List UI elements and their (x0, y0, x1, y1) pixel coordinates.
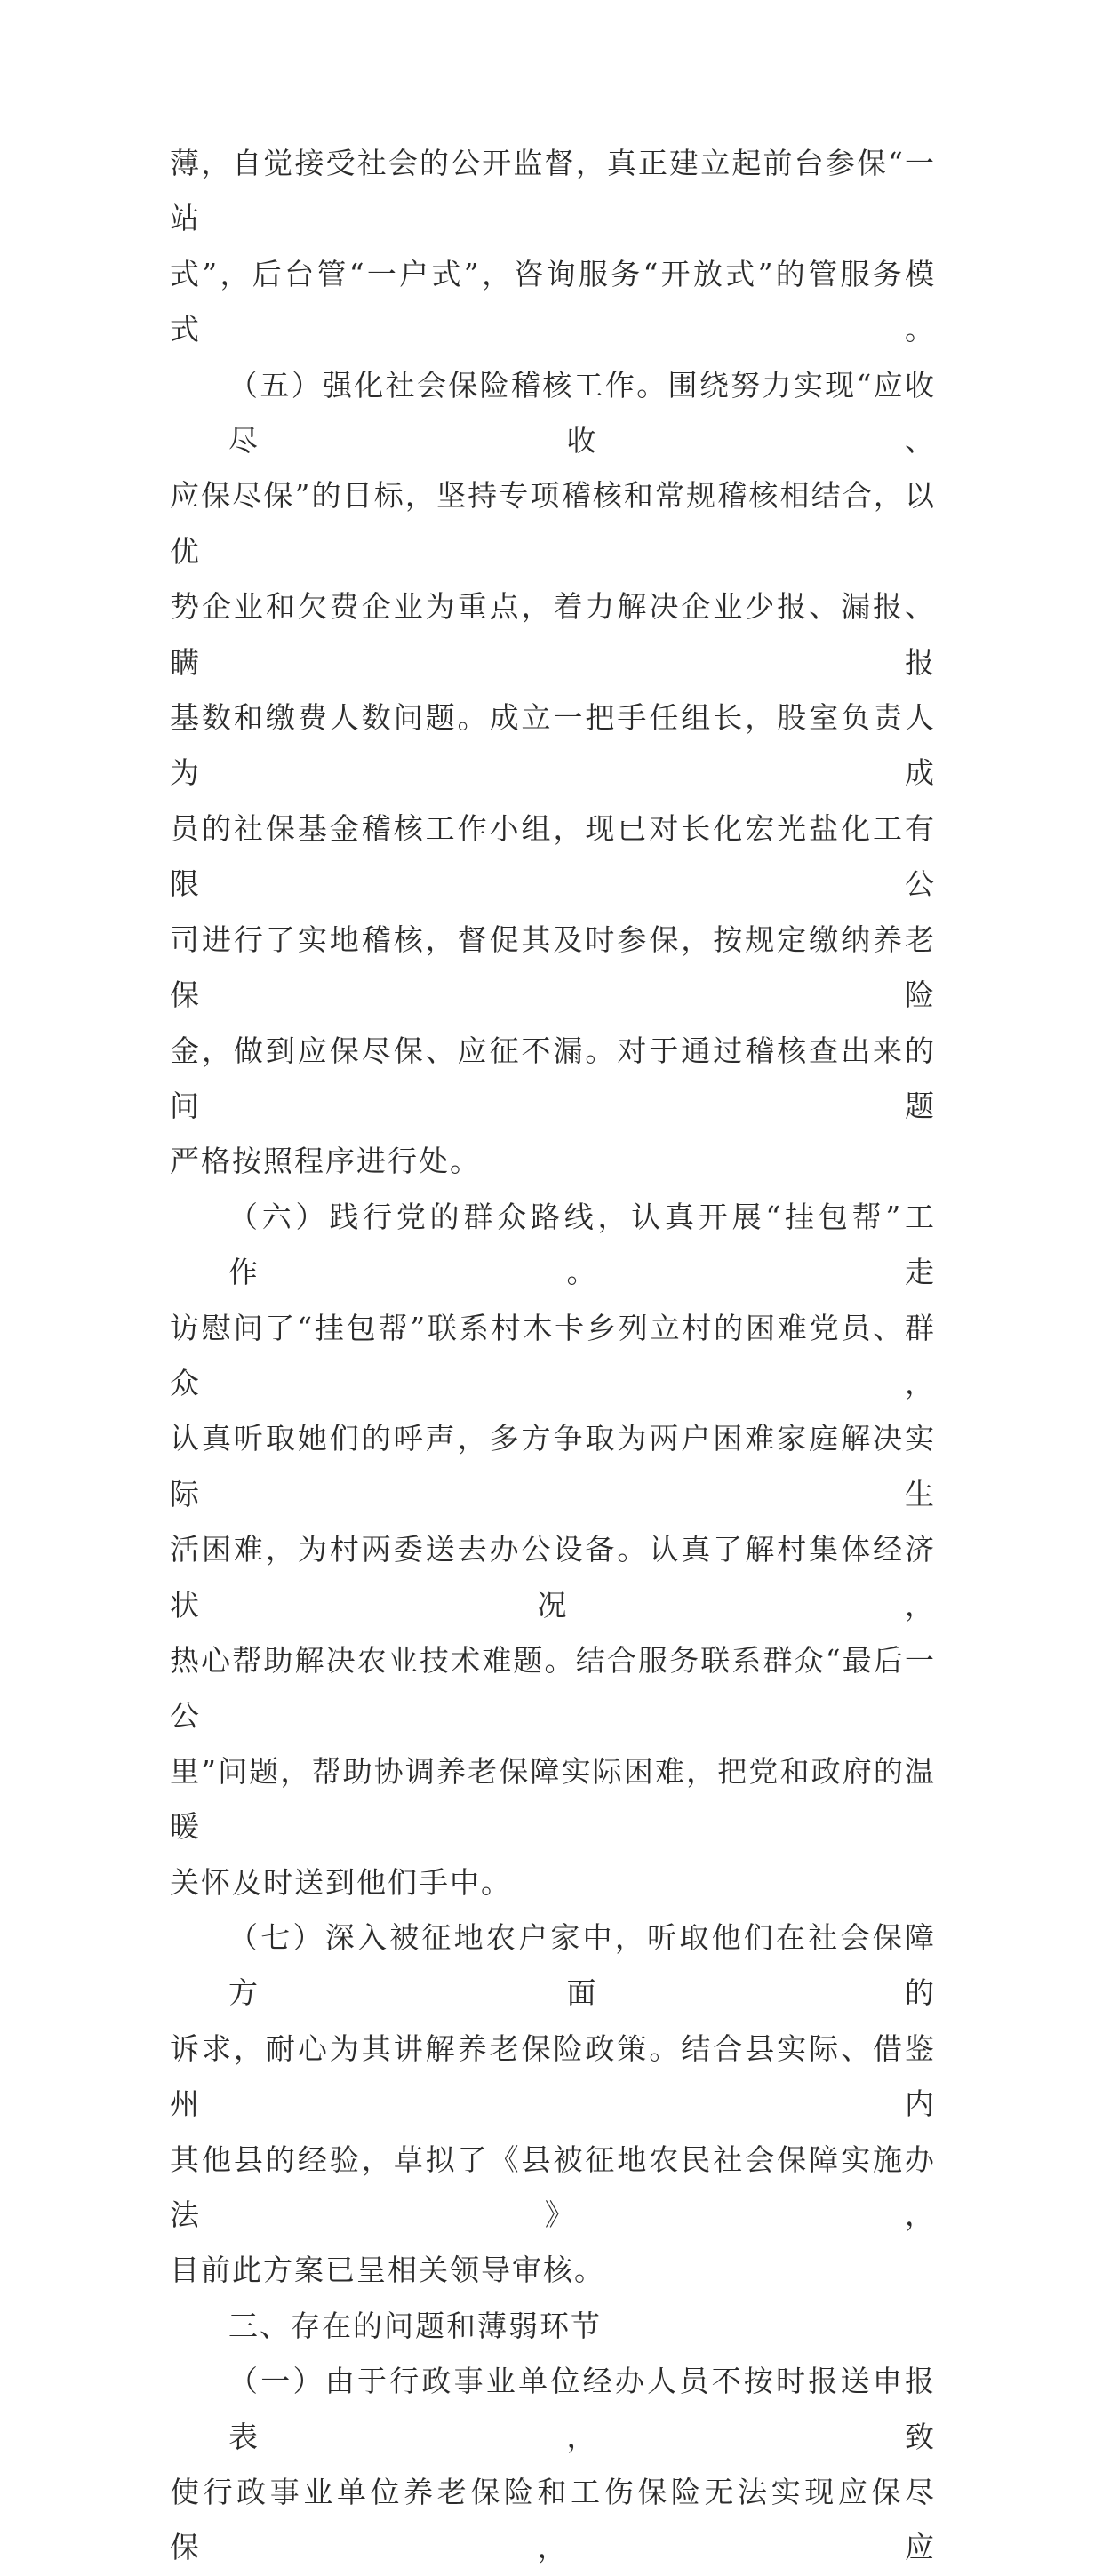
text-line: 活困难，为村两委送去办公设备。认真了解村集体经济状况， (170, 1532, 936, 1623)
text-line: 热心帮助解决农业技术难题。结合服务联系群众“最后一公 (170, 1642, 936, 1734)
text-line: 里”问题，帮助协调养老保障实际困难，把党和政府的温暖 (170, 1753, 936, 1845)
heading-text: 三、存在的问题和薄弱环节 (228, 2308, 602, 2343)
document-body (170, 136, 936, 2576)
text-line: 目前此方案已呈相关领导审核。 (170, 2253, 605, 2288)
paragraph-section-5 (170, 358, 936, 1190)
text-line: 关怀及时送到他们手中。 (170, 1864, 512, 1900)
text-line: 使行政事业单位养老保险和工伤保险无法实现应保尽保，应 (170, 2475, 936, 2565)
text-line: 员的社保基金稽核工作小组，现已对长化宏光盐化工有限公 (170, 810, 936, 902)
paragraph-section-7 (170, 1910, 936, 2299)
paragraph-problem-1 (170, 2354, 936, 2576)
paragraph-continuation (170, 136, 936, 358)
text-line: 认真听取她们的呼声，多方争取为两户困难家庭解决实际生 (170, 1421, 936, 1511)
text-line: 诉求，耐心为其讲解养老保险政策。结合县实际、借鉴州内 (170, 2030, 936, 2122)
text-line: （一）由于行政事业单位经办人员不按时报送申报表，致 (228, 2364, 936, 2454)
text-line: 薄，自觉接受社会的公开监督，真正建立起前台参保“一站 (170, 146, 936, 236)
text-line: 应保尽保”的目标，坚持专项稽核和常规稽核相结合，以优 (170, 478, 936, 569)
paragraph-section-6 (170, 1190, 936, 1910)
text-line: 基数和缴费人数问题。成立一把手任组长，股室负责人为成 (170, 700, 936, 791)
section-heading-3 (170, 2299, 936, 2354)
text-line: （六）践行党的群众路线，认真开展“挂包帮”工作。走 (228, 1199, 936, 1290)
text-line: 金，做到应保尽保、应征不漏。对于通过稽核查出来的问题 (170, 1033, 936, 1123)
text-line: 严格按照程序进行处。 (170, 1144, 481, 1179)
text-line: 其他县的经验，草拟了《县被征地农民社会保障实施办法》， (170, 2141, 936, 2233)
text-line: （五）强化社会保险稽核工作。围绕努力实现“应收尽收、 (228, 367, 936, 459)
text-line: 访慰问了“挂包帮”联系村木卡乡列立村的困难党员、群众， (170, 1310, 936, 1400)
text-line: （七）深入被征地农户家中，听取他们在社会保障方面的 (228, 1920, 936, 2011)
text-line: 式”，后台管“一户式”，咨询服务“开放式”的管服务模式。 (170, 256, 936, 347)
text-line: 势企业和欠费企业为重点，着力解决企业少报、漏报、瞒报 (170, 589, 936, 680)
text-line: 司进行了实地稽核，督促其及时参保，按规定缴纳养老保险 (170, 921, 936, 1013)
